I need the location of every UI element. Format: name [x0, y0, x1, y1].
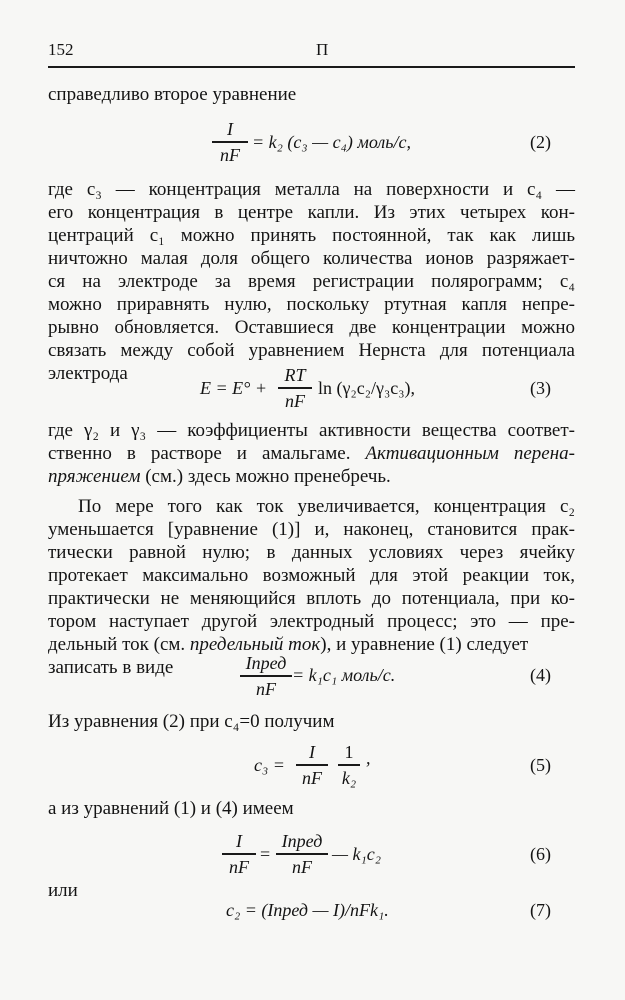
para2-line-2 — [48, 443, 575, 464]
eq6-fraction-2 — [276, 830, 328, 878]
para1-line-6: можно приравнять нулю, поскольку ртутная капля непре- — [48, 294, 575, 315]
running-head: П — [316, 40, 329, 59]
eq5-fraction-2 — [338, 741, 360, 789]
para3-line-4: протекает максимально возможный для этой реакции ток, — [48, 565, 575, 586]
eq3-fraction-bar — [278, 387, 312, 389]
intro-line: справедливо второе уравнение — [48, 84, 297, 105]
eq6-fraction-1 — [222, 830, 256, 878]
eq2-numerator: I — [227, 119, 233, 139]
eq4-rhs: = k₁c₁ моль/с. — [292, 665, 396, 685]
eq3-label: (3) — [530, 378, 551, 398]
page-header — [48, 40, 575, 64]
eq4-label: (4) — [530, 665, 551, 685]
eq6-numerator-1: I — [236, 831, 242, 851]
eq5-numerator-2: 1 — [344, 742, 354, 762]
eq2-label: (2) — [530, 132, 551, 152]
text-before-eq6: а из уравнений (1) и (4) имеем — [48, 798, 294, 819]
eq2-denominator: nF — [220, 144, 240, 165]
para2-line-2-text: ственно в растворе и амальгаме. — [48, 443, 351, 464]
para1-line-1: где c₃ — концентрация металла на поверхности и c₄ — — [48, 179, 575, 200]
eq5-denominator-2: k₂ — [341, 767, 357, 788]
term-activation-overvoltage-1[interactable]: Активационным перена- — [365, 443, 575, 464]
para1-line-3: центраций c₁ можно принять постоянной, так как лишь — [48, 225, 575, 246]
eq5-lhs: c₃ = — [254, 755, 285, 775]
para3-line-2: уменьшается [уравнение (1)] и, наконец, становится прак- — [48, 519, 575, 540]
eq5-fraction-bar-2 — [338, 764, 360, 766]
para3-line-5: практически не меняющийся вплоть до потенциала, при ко- — [48, 588, 575, 609]
eq5-label: (5) — [530, 755, 551, 775]
text-before-eq7: или — [48, 880, 78, 901]
eq7-expr: c₂ = (Iпред — I)/nFk₁. — [226, 900, 389, 920]
eq3-lhs: E = E° + — [200, 378, 267, 398]
eq5-numerator-1: I — [309, 742, 315, 762]
eq5-fraction-bar-1 — [296, 764, 328, 766]
eq5-denominator-1: nF — [302, 767, 322, 788]
eq6-equals: = — [260, 844, 271, 864]
eq6-numerator-2: Iпред — [281, 831, 323, 851]
para1-line-4: ничтожно малая доля общего количества ионов разряжает- — [48, 248, 575, 269]
eq2-rhs: = k₂ (c₃ — c₄) моль/с, — [252, 132, 411, 152]
para3-line-1: По мере того как ток увеличивается, концентрация c₂ — [78, 496, 575, 517]
eq2-fraction-bar — [212, 141, 248, 143]
eq4-denominator: nF — [256, 678, 276, 699]
eq4-fraction-bar — [240, 675, 292, 677]
para3-line-7-text-b: ), и уравнение (1) следует — [320, 634, 529, 655]
term-limiting-current[interactable]: предельный ток — [189, 634, 321, 655]
para1-line-8: связать между собой уравнением Нернста для потенциала — [48, 340, 575, 361]
eq4-numerator: Iпред — [245, 653, 287, 673]
para3-line-3: тически равной нулю; в данных условиях через ячейку — [48, 542, 575, 563]
eq6-label: (6) — [530, 844, 551, 864]
eq5-fraction-1 — [296, 741, 328, 789]
eq6-denominator-1: nF — [229, 856, 249, 877]
para1-line-2: его концентрация в центре капли. Из этих четырех кон- — [48, 202, 575, 223]
eq3-denominator: nF — [285, 390, 305, 411]
para1-line-5: ся на электроде за время регистрации полярограмм; c₄ — [48, 271, 575, 292]
para2-line-3-text: (см.) здесь можно пренебречь. — [145, 466, 391, 487]
para3-line-7-text-a: дельный ток (см. — [48, 634, 186, 655]
para1-line-9: электрода — [48, 363, 128, 384]
para1-line-7: рывно обновляется. Оставшиеся две концентрации можно — [48, 317, 575, 338]
eq5-tail: , — [366, 748, 371, 768]
eq6-fraction-bar-1 — [222, 853, 256, 855]
eq3-rhs: ln (γ₂c₂/γ₃c₃), — [318, 378, 415, 398]
eq3-fraction — [278, 364, 312, 412]
eq6-rhs: — k₁c₂ — [332, 844, 381, 864]
eq6-denominator-2: nF — [292, 856, 312, 877]
para3-line-6: тором наступает другой электродный процесс; это — пре- — [48, 611, 575, 632]
eq6-fraction-bar-2 — [276, 853, 328, 855]
page-number: 152 — [48, 40, 74, 59]
header-rule — [48, 66, 575, 68]
para3-line-8: записать в виде — [48, 657, 174, 678]
para2-line-1: где γ₂ и γ₃ — коэффициенты активности вещества соответ- — [48, 420, 575, 441]
para3-line-7 — [48, 634, 575, 655]
term-activation-overvoltage-2[interactable]: пряжением — [48, 466, 141, 487]
eq3-numerator: RT — [284, 365, 306, 385]
eq4-fraction — [240, 652, 292, 700]
para2-line-3 — [48, 466, 575, 487]
text-before-eq5: Из уравнения (2) при c₄=0 получим — [48, 711, 335, 732]
eq2-fraction — [212, 118, 248, 166]
eq7-label: (7) — [530, 900, 551, 920]
